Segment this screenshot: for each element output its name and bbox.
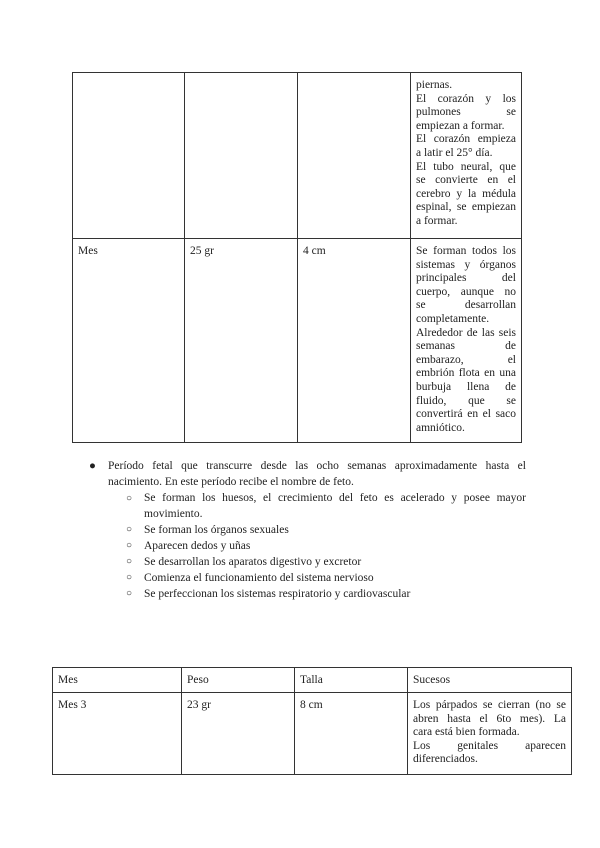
sub-bullet-icon: ○	[126, 493, 133, 504]
fetal-period-sublist	[86, 491, 526, 602]
sucesos-text: Los párpados se cierran (no se abren hasta el 6to mes). La cara está bien formada. Los genitales aparecen diferenciados.	[413, 699, 566, 766]
list-item: ○ Se perfeccionan los sistemas respiratorio y cardiovascular	[126, 588, 411, 600]
cell-mes	[73, 73, 185, 239]
list-item: ○ Se desarrollan los aparatos digestivo y excretor	[126, 556, 362, 568]
list-item: ○ Se forman los huesos, el crecimiento del feto es acelerado y posee mayor movimiento.	[126, 492, 526, 520]
bullet-icon: ●	[89, 460, 96, 472]
cell-talla: 8 cm	[295, 693, 408, 775]
table-row	[53, 693, 572, 775]
table-row	[73, 73, 522, 239]
fetal-period-text: Período fetal que transcurre desde las ocho semanas aproximadamente hasta el nacimiento. En este período recibe el nombre de feto.	[108, 460, 526, 488]
cell-talla: 4 cm	[298, 239, 411, 443]
cell-sucesos	[411, 239, 522, 443]
sub-bullet-icon: ○	[126, 556, 133, 567]
cell-mes: Mes	[73, 239, 185, 443]
list-item: ○ Aparecen dedos y uñas	[126, 540, 251, 552]
header-sucesos: Sucesos	[408, 668, 572, 693]
sub-bullet-icon: ○	[126, 524, 133, 535]
development-table-bottom	[52, 667, 572, 775]
sucesos-text: piernas. El corazón y los pulmones se empiezan a formar. El corazón empieza a latir el 25° día. El tubo neural, que se convierte en el cerebro y la médula espinal, se empiezan a formar.	[416, 79, 516, 227]
header-talla: Talla	[295, 668, 408, 693]
cell-talla	[298, 73, 411, 239]
sucesos-text: Se forman todos los sistemas y órganos principales del cuerpo, aunque no se desarrollan completamente. Alrededor de las seis semanas de embarazo, el embrión flota en una burbuja llena de fluido, que se convertirá en el saco amniótico.	[416, 245, 516, 434]
list-item	[86, 459, 526, 490]
cell-peso: 25 gr	[185, 239, 298, 443]
cell-peso: 23 gr	[182, 693, 295, 775]
sub-bullet-icon: ○	[126, 540, 133, 551]
development-table-top	[72, 72, 522, 443]
list-item: ○ Se forman los órganos sexuales	[126, 524, 289, 536]
list-item: ○ Comienza el funcionamiento del sistema nervioso	[126, 572, 374, 584]
header-peso: Peso	[182, 668, 295, 693]
cell-mes: Mes 3	[53, 693, 182, 775]
table-row	[73, 239, 522, 443]
cell-sucesos	[408, 693, 572, 775]
header-mes: Mes	[53, 668, 182, 693]
fetal-period-section	[86, 459, 526, 602]
sub-bullet-icon: ○	[126, 588, 133, 599]
sub-bullet-icon: ○	[126, 572, 133, 583]
cell-sucesos	[411, 73, 522, 239]
cell-peso	[185, 73, 298, 239]
table-header-row	[53, 668, 572, 693]
